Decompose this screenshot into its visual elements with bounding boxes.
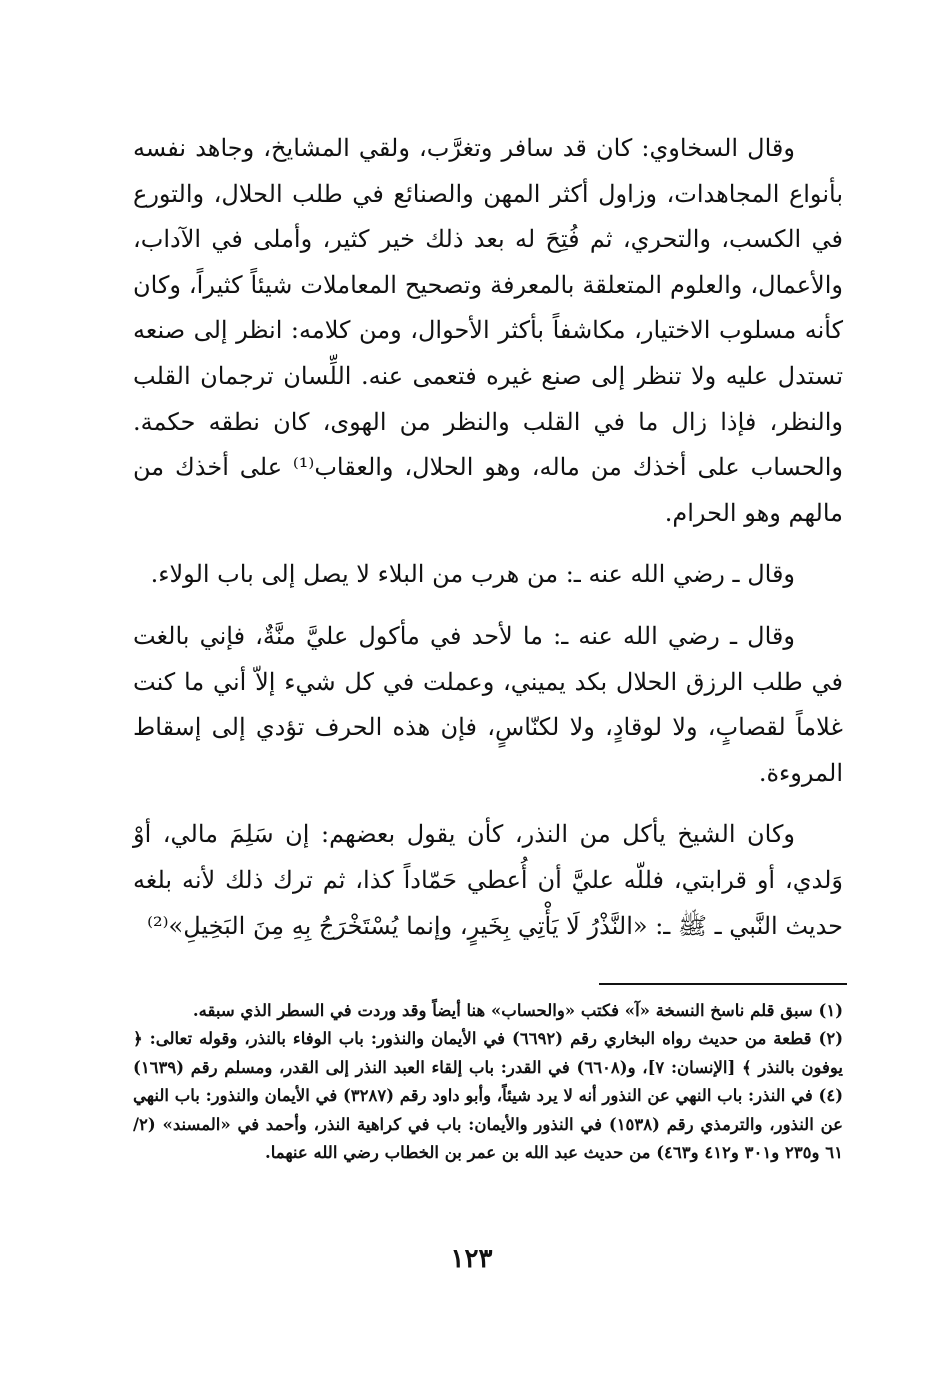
paragraph: وقال ـ رضي الله عنه ـ: ما لأحد في مأكول عليَّ منَّةٌ، فإني بالغت في طلب الرزق الحلال بكد يميني، وعملت في كل شيء إلاّ أني ما كنت غلاماً لقصابٍ، ولا لوقادٍ، ولا لكنّاسٍ، فإن هذه الحرف تؤدي إلى إسقاط المروءة. bbox=[133, 621, 843, 787]
footnote-separator bbox=[599, 983, 847, 985]
page-number: ١٢٣ bbox=[450, 1244, 493, 1274]
footnote: (١) سبق قلم ناسخ النسخة «آ» فكتب «والحساب» هنا أيضاً وقد وردت في السطر الذي سبقه. bbox=[192, 1001, 843, 1020]
paragraph: وقال السخاوي: كان قد سافر وتغرَّب، ولقي المشايخ، وجاهد نفسه بأنواع المجاهدات، وزاول أكثر المهن والصنائع في طلب الحلال، والتورع في الكسب، والتحري، ثم فُتِحَ له بعد ذلك خير كثير، وأملى في الآداب، والأعمال، والعلوم المتعلقة بالمعرفة وتصحيح المعاملات شيئاً كثيراً، وكان كأنه مسلوب الاختيار، مكاشفاً بأكثر الأحوال، ومن كلامه: انظر إلى صنعه تستدل عليه ولا تنظر إلى صنع غيره فتعمى عنه. اللِّسان ترجمان القلب والنظر، فإذا زال ما في القلب والنظر من الهوى، كان نطقه حكمة. والحساب على أخذك من ماله، وهو الحلال، والعقاب⁽¹⁾ على أخذك من مالهم وهو الحرام. bbox=[133, 134, 843, 527]
footnotes bbox=[133, 997, 843, 1167]
main-text bbox=[133, 126, 843, 949]
paragraph: وقال ـ رضي الله عنه ـ: من هرب من البلاء لا يصل إلى باب الولاء. bbox=[150, 560, 795, 589]
paragraph: وكان الشيخ يأكل من النذر، كأن يقول بعضهم: إن سَلِمَ مالي، أوْ وَلدي، أو قرابتي، فللّه عليَّ أن أُعطي حَمّاداً كذا، ثم ترك ذلك لأنه بلغه حديث النَّبي ـ ﷺ ـ: «النَّذْرُ لَا يَأْتِي بِخَيرٍ، وإنما يُسْتَخْرَجُ بِهِ مِنَ البَخِيلِ»⁽²⁾ bbox=[133, 820, 843, 940]
footnote: (٢) قطعة من حديث رواه البخاري رقم (٦٦٩٢) في الأيمان والنذور: باب الوفاء بالنذر، وقوله تعالى: ﴿ يوفون بالنذر ﴾ [الإنسان: ٧]، و(٦٦٠٨) في القدر: باب إلقاء العبد النذر إلى القدر، ومسلم رقم (١٦٣٩) (٤) في النذر: باب النهي عن النذور أنه لا يرد شيئاً، وأبو داود رقم (٣٢٨٧) في الأيمان والنذور: باب النهي عن النذور، والترمذي رقم (١٥٣٨) في النذور والأيمان: باب في كراهية النذر، وأحمد في «المسند» (٢/ ٦١ و٢٣٥ و٣٠١ و٤١٢ و٤٦٣) من حديث عبد الله بن عمر بن الخطاب رضي الله عنهما. bbox=[133, 1029, 844, 1163]
